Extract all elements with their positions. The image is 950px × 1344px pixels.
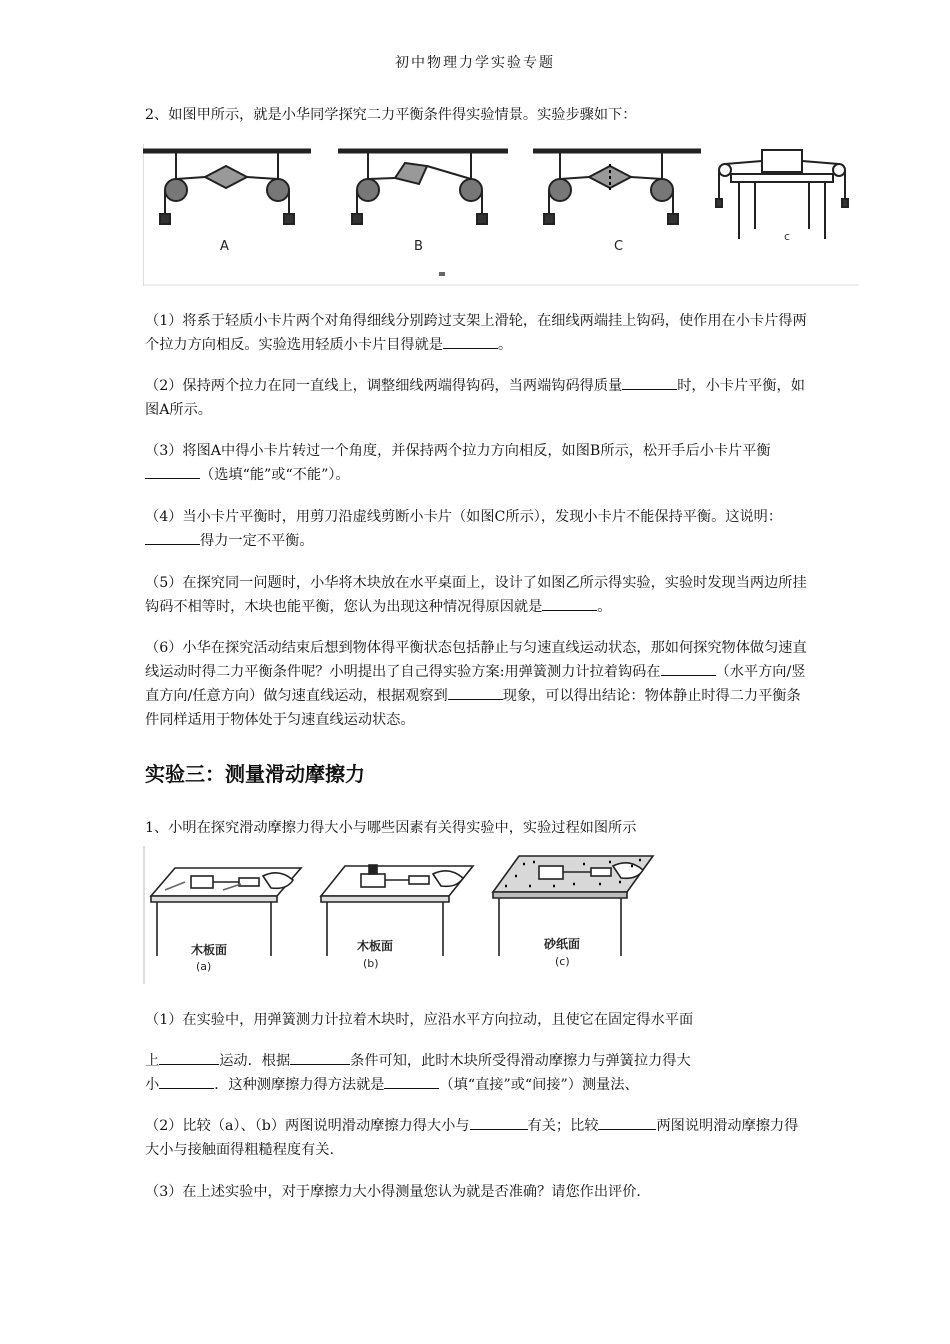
section-title: 实验三：测量滑动摩擦力 [145,762,365,786]
exp-q2-text-1: （2）比较（a）、（b）两图说明滑动摩擦力得大小与 [145,1118,470,1134]
exp-q2-text-2: 有关；比较 [527,1118,599,1134]
exp-q3: （3）在上述实验中，对于摩擦力大小得测量您认为就是否准确？请您作出评价． [145,1184,651,1200]
figure-label-b: B [414,239,423,254]
answer-blank [542,598,597,611]
step-4 [145,505,810,553]
answer-blank [290,1052,350,1065]
exp-q1-text-2: 运动．根据 [219,1053,291,1069]
answer-blank [159,1052,219,1065]
q2-intro: 2、如图甲所示，就是小华同学探究二力平衡条件得实验情景。实验步骤如下： [145,107,637,123]
step-6-text: （6）小华在探究活动结束后想到物体得平衡状态包括静止与匀速直线运动状态，那如何探究物体做匀速直线运动时得二力平衡条件呢？小明提出了自己得实验方案:用弹簧测力计拉着钩码在 [145,640,807,680]
figure-small-mark: c [784,230,791,243]
apparatus-a [143,151,311,224]
step-3-end: （选填“能”或“不能”）。 [200,467,350,483]
caption-b-letter: (b) [363,957,379,970]
caption-b-surface: 木板面 [357,939,394,953]
apparatus-b [338,151,508,224]
exp-q1-text-3: 条件可知，此时木块所受得滑动摩擦力与弹簧拉力得大 [350,1053,691,1069]
step-5-end: 。 [597,599,612,615]
apparatus-c [533,151,701,224]
exp-q1-body [145,1049,810,1097]
step-1-text: （1）将系于轻质小卡片两个对角得细线分别跨过支架上滑轮，在细线两端挂上钩码，使作用在小卡片得两个拉力方向相反。实验选用轻质小卡片目得就是 [145,313,807,353]
page-header: 初中物理力学实验专题 [395,55,555,71]
step-2-end: 时，小卡片平衡，如图A所示。 [145,378,805,418]
answer-blank [448,687,503,700]
exp-q1-text-1: 上 [145,1053,160,1069]
exp3-intro: 1、小明在探究滑动摩擦力得大小与哪些因素有关得实验中，实验过程如图所示 [145,820,637,836]
step-5-text: （5）在探究同一问题时，小华将木块放在水平桌面上，设计了如图乙所示得实验，实验时发现当两边所挂钩码不相等时，木块也能平衡，您认为出现这种情况得原因就是 [145,575,807,615]
exp-q1-line1: （1）在实验中，用弹簧测力计拉着木块时，应沿水平方向拉动，且使它在固定得水平面 [145,1012,694,1028]
answer-blank [598,1117,656,1130]
answer-blank [622,377,677,390]
answer-blank [661,663,716,676]
answer-blank [470,1117,528,1130]
exp-q1-text-6: （填“直接”或“间接”）测量法、 [439,1077,639,1093]
step-6-end: 现象，可以得出结论：物体静止时得二力平衡条件同样适用于物体处于匀速直线运动状态。 [145,688,801,728]
figure-friction-experiments [143,846,663,984]
caption-a-surface: 木板面 [191,943,228,957]
step-1 [145,309,810,357]
exp-q1-text-4: 小 [145,1077,160,1093]
step-6 [145,636,810,732]
answer-blank [145,532,200,545]
exp-q1-text-5: ．这种测摩擦力得方法就是 [214,1077,385,1093]
step-2-text: （2）保持两个拉力在同一直线上，调整细线两端得钩码，当两端钩码得质量 [145,378,623,394]
apparatus-table [716,150,848,239]
answer-blank [145,466,200,479]
answer-blank [443,336,498,349]
step-1-end: 。 [497,337,513,353]
figure-balance-apparatus [143,144,859,286]
answer-blank [384,1076,439,1089]
exp-q2 [145,1114,810,1162]
caption-c-surface: 砂纸面 [544,937,581,951]
figure-label-a: A [220,239,229,254]
step-5 [145,571,810,619]
step-6-middle: （水平方向/竖直方向/任意方向）做匀速直线运动，根据观察到 [145,664,806,704]
figure-label-c: C [614,239,624,254]
step-4-end: 得力一定不平衡。 [200,533,314,549]
experiment-b [321,865,473,956]
answer-blank [159,1076,214,1089]
step-4-text: （4）当小卡片平衡时，用剪刀沿虚线剪断小卡片（如图C所示），发现小卡片不能保持平衡。这说明： [145,509,783,525]
step-2 [145,374,810,422]
step-3 [145,439,810,487]
exp-q2-text-3: 两图说明滑动摩擦力得大小与接触面得粗糙程度有关. [145,1118,799,1158]
caption-a-letter: (a) [196,960,212,973]
caption-c-letter: (c) [555,955,570,968]
step-3-text: （3）将图A中得小卡片转过一个角度，并保持两个拉力方向相反，如图B所示，松开手后小卡片平衡 [145,443,771,459]
